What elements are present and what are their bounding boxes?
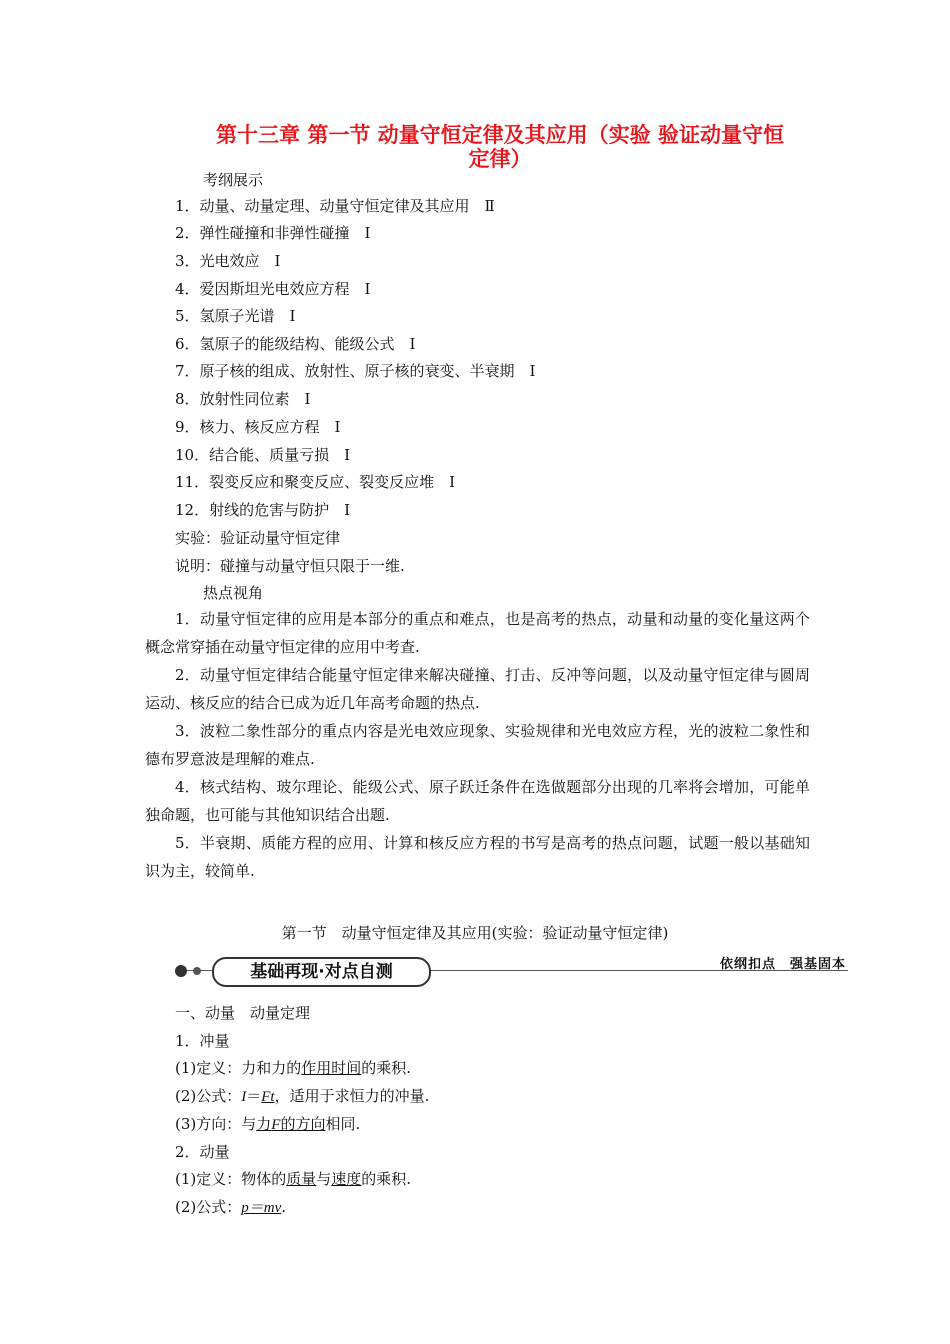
content-heading: 一、动量 动量定理	[175, 1004, 311, 1022]
impulse-formula-suffix: ，适用于求恒力的冲量.	[274, 1087, 430, 1105]
momentum-definition-key: 速度	[331, 1170, 362, 1188]
outline-item: 1．动量、动量定理、动量守恒定律及其应用 Ⅱ	[175, 197, 495, 215]
banner-motto: 依纲扣点 强基固本	[719, 957, 846, 972]
outline-item: 8．放射性同位素 Ⅰ	[175, 390, 311, 408]
momentum-definition-suffix: 的乘积.	[361, 1170, 412, 1188]
momentum-definition-key: 质量	[286, 1170, 317, 1188]
momentum-formula-key: p＝mv	[241, 1200, 282, 1216]
impulse-direction-key	[256, 1115, 325, 1133]
impulse-formula	[175, 1086, 429, 1107]
hotspot-paragraph: 2．动量守恒定律结合能量守恒定律来解决碰撞、打击、反冲等问题，以及动量守恒定律与圆周运动、核反应的结合已成为近几年高考命题的热点.	[145, 666, 810, 712]
impulse-direction-prefix: (3)方向：与	[175, 1115, 257, 1133]
impulse-definition	[175, 1058, 411, 1078]
impulse-formula-key: Ft	[261, 1089, 275, 1105]
impulse-direction-suffix: 相同.	[325, 1115, 361, 1133]
hotspot-paragraph: 3．波粒二象性部分的重点内容是光电效应现象、实验规律和光电效应方程，光的波粒二象性和德布罗意波是理解的难点.	[145, 722, 810, 768]
document-title-line-2: 定律）	[468, 147, 532, 171]
outline-item: 4．爱因斯坦光电效应方程 Ⅰ	[175, 280, 371, 298]
impulse-definition-prefix: (1)定义：力和力的	[175, 1059, 302, 1077]
banner-dot-icon	[175, 965, 187, 977]
note-line: 说明：碰撞与动量守恒只限于一维.	[175, 557, 405, 575]
banner-dot-icon	[193, 967, 201, 975]
outline-item: 12．射线的危害与防护 Ⅰ	[175, 501, 351, 519]
outline-item: 5．氢原子光谱 Ⅰ	[175, 307, 296, 325]
impulse-definition-suffix: 的乘积.	[361, 1059, 412, 1077]
outline-item: 6．氢原子的能级结构、能级公式 Ⅰ	[175, 335, 416, 353]
momentum-formula-prefix: (2)公式：	[175, 1198, 242, 1216]
hotspots-heading: 热点视角	[203, 584, 264, 602]
momentum-formula-suffix: .	[281, 1198, 287, 1216]
momentum-heading: 2．动量	[175, 1143, 230, 1161]
outline-heading: 考纲展示	[203, 171, 264, 189]
outline-item: 9．核力、核反应方程 Ⅰ	[175, 418, 341, 436]
document-title-line-1: 第十三章 第一节 动量守恒定律及其应用（实验 验证动量守恒	[216, 123, 784, 147]
experiment-line: 实验：验证动量守恒定律	[175, 529, 341, 547]
outline-item: 11．裂变反应和聚变反应、裂变反应堆 Ⅰ	[175, 473, 456, 491]
momentum-definition-prefix: (1)定义：物体的	[175, 1170, 287, 1188]
hotspot-paragraph: 4．核式结构、玻尔理论、能级公式、原子跃迁条件在选做题部分出现的几率将会增加，可能单独命题，也可能与其他知识结合出题.	[145, 778, 810, 824]
impulse-equals: ＝	[246, 1087, 262, 1105]
section-title: 第一节 动量守恒定律及其应用(实验：验证动量守恒定律)	[281, 924, 669, 942]
banner-label: 基础再现·对点自测	[212, 957, 431, 987]
outline-item: 7．原子核的组成、放射性、原子核的衰变、半衰期 Ⅰ	[175, 362, 536, 380]
hotspot-paragraph: 1．动量守恒定律的应用是本部分的重点和难点，也是高考的热点，动量和动量的变化量这两个概念常穿插在动量守恒定律的应用中考查.	[145, 610, 810, 656]
momentum-formula	[175, 1197, 286, 1218]
impulse-symbol: I	[241, 1089, 247, 1105]
force-symbol: F	[271, 1117, 281, 1133]
outline-item: 10．结合能、质量亏损 Ⅰ	[175, 446, 351, 464]
impulse-formula-prefix: (2)公式：	[175, 1087, 242, 1105]
hotspot-paragraph: 5．半衰期、质能方程的应用、计算和核反应方程的书写是高考的热点问题，试题一般以基础知识为主，较简单.	[145, 834, 810, 880]
outline-item: 3．光电效应 Ⅰ	[175, 252, 281, 270]
momentum-definition	[175, 1169, 411, 1189]
momentum-definition-mid: 与	[316, 1170, 332, 1188]
impulse-heading: 1．冲量	[175, 1032, 230, 1050]
impulse-direction	[175, 1114, 360, 1135]
impulse-definition-key: 作用时间	[301, 1059, 362, 1077]
direction-key-part: 力	[256, 1115, 272, 1133]
direction-key-part: 的方向	[280, 1115, 326, 1133]
outline-item: 2．弹性碰撞和非弹性碰撞 Ⅰ	[175, 224, 371, 242]
